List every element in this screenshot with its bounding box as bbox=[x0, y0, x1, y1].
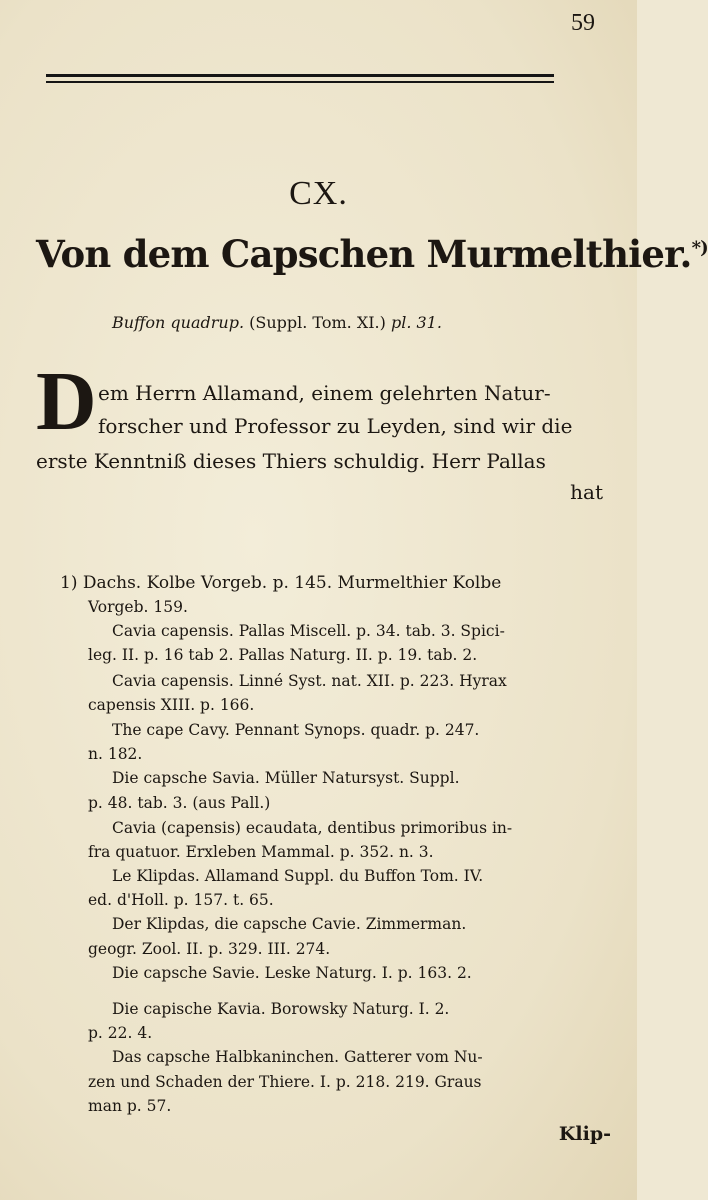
footnote-line: ed. d'Holl. p. 157. t. 65. bbox=[88, 891, 274, 909]
footnote-line: Le Klipdas. Allamand Suppl. du Buffon Tom. IV. bbox=[112, 867, 484, 885]
footnote-line: Die capische Kavia. Borowsky Naturg. I. 2. bbox=[112, 1000, 450, 1018]
body-line-4: hat bbox=[570, 480, 603, 504]
footnote-line: Vorgeb. 159. bbox=[88, 598, 188, 616]
footnote-line: 1) Dachs. Kolbe Vorgeb. p. 145. Murmelthier Kolbe bbox=[60, 573, 502, 593]
drop-cap: D bbox=[36, 355, 97, 448]
footnote-line: capensis XIII. p. 166. bbox=[88, 696, 255, 714]
body-line-1: em Herrn Allamand, einem gelehrten Natur- bbox=[98, 381, 551, 405]
page-number: 59 bbox=[571, 10, 595, 36]
footnote-line: leg. II. p. 16 tab 2. Pallas Naturg. II. p. 19. tab. 2. bbox=[88, 646, 478, 664]
footnote-line: Das capsche Halbkaninchen. Gatterer vom Nu- bbox=[112, 1048, 483, 1066]
citation-plate: pl. 31. bbox=[390, 313, 442, 332]
footnote-line: p. 22. 4. bbox=[88, 1024, 153, 1042]
citation-volume: (Suppl. Tom. XI.) bbox=[249, 313, 386, 332]
body-line-2: forscher und Professor zu Leyden, sind wir die bbox=[98, 414, 573, 438]
footnote-line: fra quatuor. Erxleben Mammal. p. 352. n. 3. bbox=[88, 843, 434, 861]
footnote-line: zen und Schaden der Thiere. I. p. 218. 219. Graus bbox=[88, 1073, 482, 1091]
citation-line bbox=[112, 313, 442, 332]
header-rule-thick bbox=[46, 74, 554, 77]
chapter-title-text: Von dem Capschen Murmelthier. bbox=[36, 232, 692, 276]
footnote-line: man p. 57. bbox=[88, 1097, 172, 1115]
title-note-mark: *) bbox=[691, 237, 708, 259]
chapter-numeral: CX. bbox=[289, 175, 348, 212]
footnote-line: Der Klipdas, die capsche Cavie. Zimmerman. bbox=[112, 915, 467, 933]
footnote-line: Cavia capensis. Pallas Miscell. p. 34. tab. 3. Spici- bbox=[112, 622, 505, 640]
catchword: Klip- bbox=[558, 1123, 611, 1145]
footnote-line: Cavia (capensis) ecaudata, dentibus primoribus in- bbox=[112, 819, 513, 837]
footnote-line: geogr. Zool. II. p. 329. III. 274. bbox=[88, 940, 331, 958]
footnote-line: Die capsche Savie. Leske Naturg. I. p. 163. 2. bbox=[112, 964, 472, 982]
citation-author: Buffon quadrup. bbox=[112, 313, 245, 332]
footnote-line: Cavia capensis. Linné Syst. nat. XII. p. 223. Hyrax bbox=[112, 672, 507, 690]
footnote-line: p. 48. tab. 3. (aus Pall.) bbox=[88, 794, 271, 812]
chapter-title bbox=[36, 232, 708, 276]
footnote-line: n. 182. bbox=[88, 745, 143, 763]
footnote-line: The cape Cavy. Pennant Synops. quadr. p. 247. bbox=[112, 721, 480, 739]
header-rule-thin bbox=[46, 81, 554, 83]
body-line-3: erste Kenntniß dieses Thiers schuldig. Herr Pallas bbox=[36, 449, 546, 473]
footnote-line: Die capsche Savia. Müller Natursyst. Suppl. bbox=[112, 769, 460, 787]
